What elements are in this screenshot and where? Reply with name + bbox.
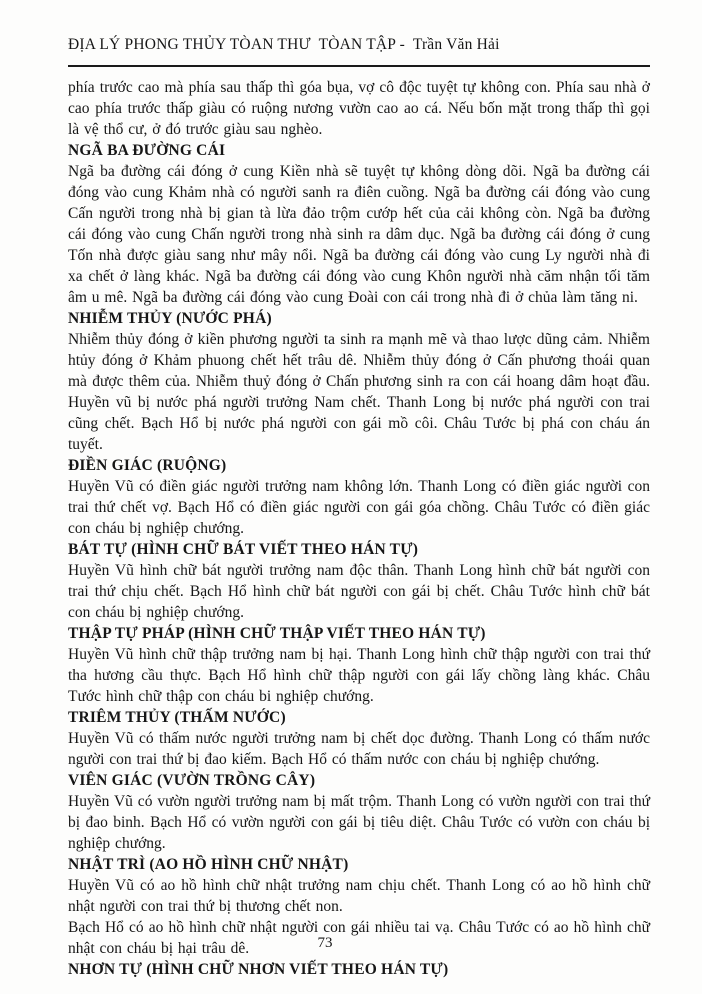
body-paragraph: phía trước cao mà phía sau thấp thì góa bụa, vợ cô độc tuyệt tự không con. Phía sau nhà ở cao phía trước thấp giàu có ruộng nương vườn cao ao cá. Nếu bốn mặt trong thấp thì gọi là vệ thổ cư, ở đó trước giàu sau nghèo. <box>68 79 650 138</box>
body-paragraph: Nhiễm thủy đóng ở kiền phương người ta sinh ra mạnh mẽ và thao lược dũng cảm. Nhiễm htủy đóng ở Khảm phuong chết hết trâu dê. Nhiễm thủy đóng ở Cấn phương thoái quan mà được thêm của. Nhiễm thuỷ đóng ở Chấn phương sinh ra con cái hoang dâm hoạt đầu. Huyền vũ bị nước phá người trưởng Nam chết. Thanh Long bị nước phá người con trai cũng chết. Bạch Hổ bị nước phá người con gái mồ côi. Châu Tước bị phá con cháu án tuyết. <box>68 331 650 453</box>
section-heading: BÁT TỰ (HÌNH CHỮ BÁT VIẾT THEO HÁN TỰ) <box>68 541 419 558</box>
body-paragraph: Huyền Vũ có vườn người trưởng nam bị mất trộm. Thanh Long có vườn người con trai thứ bị đao binh. Bạch Hổ có vườn người con gái bị tiêu diệt. Châu Tước có vườn con cháu bị nghiệp chướng. <box>68 793 650 852</box>
body-paragraph: Huyền Vũ có ao hồ hình chữ nhật trưởng nam chịu chết. Thanh Long có ao hồ hình chữ nhật người con trai thứ bị thương chết non. <box>68 877 650 915</box>
header-divider <box>68 65 650 67</box>
section-heading: NHIỄM THỦY (NƯỚC PHÁ) <box>68 310 272 327</box>
body-paragraph: Ngã ba đường cái đóng ở cung Kiền nhà sẽ tuyệt tự không dòng dõi. Ngã ba đường cái đóng vào cung Khảm nhà có người sanh ra điên cuồng. Ngã ba đường cái đóng vào cung Cấn người trong nhà bị gian tà lừa đảo trộm cướp hết của cải không còn. Ngã ba đường cái đóng vào cung Chấn người trong nhà sinh ra dâm dục. Ngã ba đường cái đóng ở cung Tốn nhà được giàu sang như mây nổi. Ngã ba đường cái đóng vào cung Ly người nhà đi xa chết ở làng khác. Ngã ba đường cái đóng vào cung Khôn người nhà căm nhận tối tăm âm u mê. Ngã ba đường cái đóng vào cung Đoài con cái trong nhà đi ở chủa làm tăng ni. <box>68 163 650 306</box>
page-content <box>68 77 650 980</box>
running-header: ĐỊA LÝ PHONG THỦY TÒAN THƯ TÒAN TẬP - Trần Văn Hải <box>68 36 500 53</box>
page-number: 73 <box>317 935 333 951</box>
section-heading: NGÃ BA ĐƯỜNG CÁI <box>68 142 226 159</box>
body-paragraph: Huyền Vũ có điền giác người trưởng nam không lớn. Thanh Long có điền giác người con trai thứ chết vợ. Bạch Hổ có điền giác người con gái góa chồng. Châu Tước có điền giác con cháu bị nghiệp chướng. <box>68 478 650 537</box>
body-paragraph: Huyền Vũ có thấm nước người trưởng nam bị chết dọc đường. Thanh Long có thấm nước người con trai thứ bị đao kiếm. Bạch Hổ có thấm nước con cháu bị nghiệp chướng. <box>68 730 650 768</box>
section-heading: THẬP TỰ PHÁP (HÌNH CHỮ THẬP VIẾT THEO HÁN TỰ) <box>68 625 486 642</box>
section-heading: NHẬT TRÌ (AO HỒ HÌNH CHỮ NHẬT) <box>68 856 349 873</box>
section-heading: NHƠN TỰ (HÌNH CHỮ NHƠN VIẾT THEO HÁN TỰ) <box>68 961 449 978</box>
section-heading: ĐIỀN GIÁC (RUỘNG) <box>68 457 227 474</box>
body-paragraph: Huyền Vũ hình chữ bát người trưởng nam độc thân. Thanh Long hình chữ bát người con trai thứ chịu chết. Bạch Hổ hình chữ bát người con gái bị chết. Châu Tước hình chữ bát con cháu bị nghiệp chướng. <box>68 562 650 621</box>
body-paragraph: Bạch Hổ có ao hồ hình chữ nhật người con gái nhiều tai vạ. Châu Tước có ao hồ hình chữ nhật con cháu bị hại trâu dê. <box>68 919 650 957</box>
page-footer <box>0 933 650 954</box>
section-heading: TRIÊM THỦY (THẤM NƯỚC) <box>68 709 286 726</box>
section-heading: VIÊN GIÁC (VƯỜN TRỒNG CÂY) <box>68 772 316 789</box>
body-paragraph: Huyền Vũ hình chữ thập trưởng nam bị hại. Thanh Long hình chữ thập người con trai thứ tha hương cầu thực. Bạch Hổ hình chữ thập người con gái lấy chồng làng khác. Châu Tước hình chữ thập con cháu bi nghiệp chướng. <box>68 646 650 705</box>
